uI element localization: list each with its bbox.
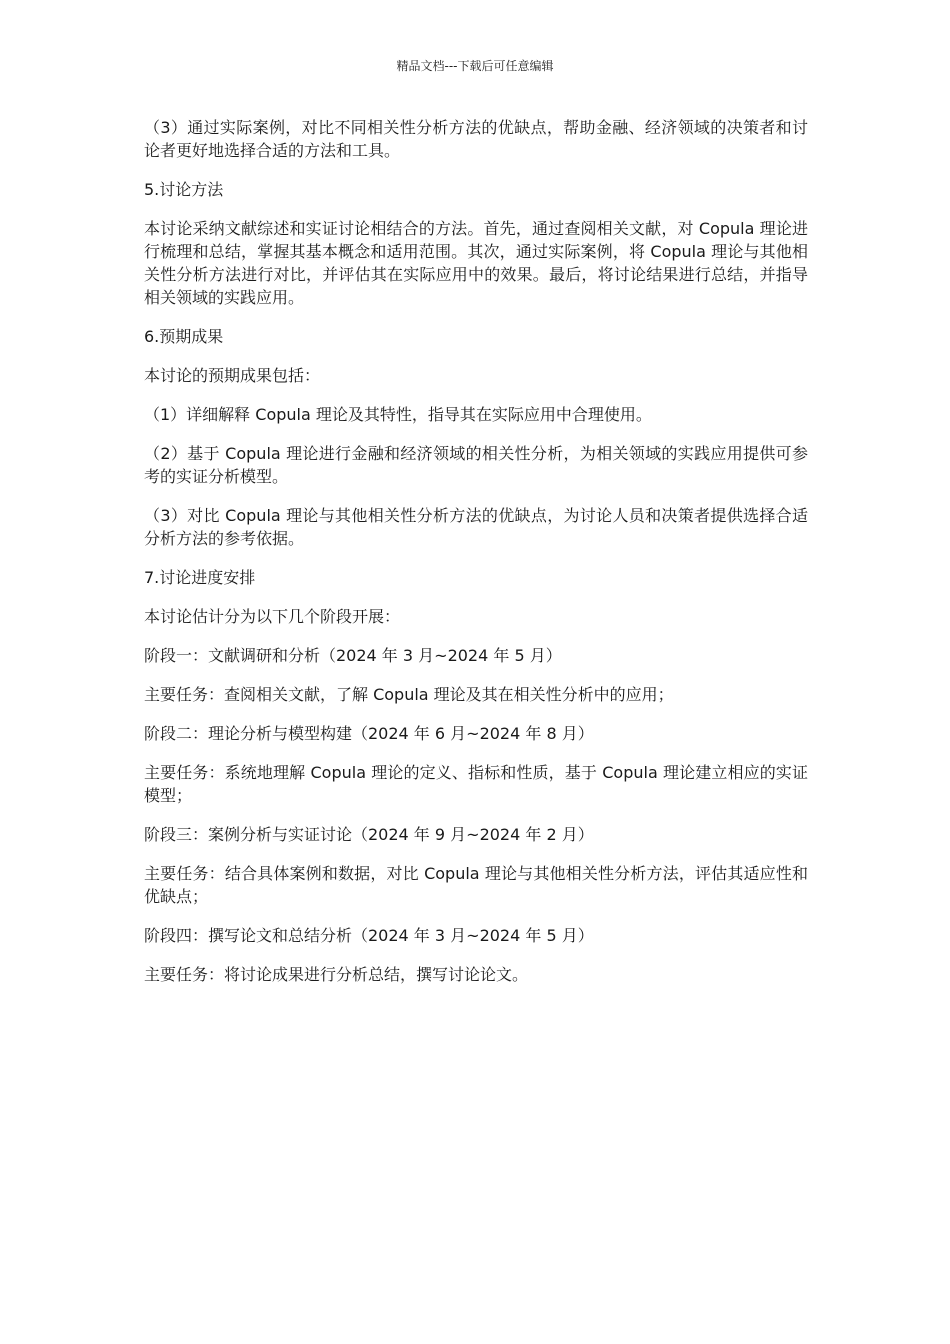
page-header: 精品文档---下载后可任意编辑 [396, 59, 554, 73]
stage-3-task: 主要任务：结合具体案例和数据，对比 Copula 理论与其他相关性分析方法，评估其适应性和优缺点； [144, 864, 808, 906]
paragraph-result-1: （1）详细解释 Copula 理论及其特性，指导其在实际应用中合理使用。 [144, 405, 652, 424]
stage-2-title: 阶段二：理论分析与模型构建（2024 年 6 月~2024 年 8 月） [144, 724, 594, 743]
stage-1-task: 主要任务：查阅相关文献，了解 Copula 理论及其在相关性分析中的应用； [144, 685, 674, 704]
paragraph-results-intro: 本讨论的预期成果包括： [144, 366, 321, 385]
paragraph-schedule-intro: 本讨论估计分为以下几个阶段开展： [144, 607, 401, 626]
paragraph-methods: 本讨论采纳文献综述和实证讨论相结合的方法。首先，通过查阅相关文献，对 Copula 理论进行梳理和总结，掌握其基本概念和适用范围。其次，通过实际案例，将 Copula 理论与其他相关性分析方法进行对比，并评估其在实际应用中的效果。最后，将讨论结果进行总结，并指导相关领域的实践应用。 [144, 219, 808, 307]
section-heading-expected-results: 6.预期成果 [144, 327, 224, 346]
section-heading-schedule: 7.讨论进度安排 [144, 568, 256, 587]
stage-4-title: 阶段四：撰写论文和总结分析（2024 年 3 月~2024 年 5 月） [144, 926, 594, 945]
paragraph-objective-3: （3）通过实际案例，对比不同相关性分析方法的优缺点，帮助金融、经济领域的决策者和讨论者更好地选择合适的方法和工具。 [144, 118, 808, 160]
stage-1-title: 阶段一：文献调研和分析（2024 年 3 月~2024 年 5 月） [144, 646, 562, 665]
paragraph-result-2: （2）基于 Copula 理论进行金融和经济领域的相关性分析，为相关领域的实践应用提供可参考的实证分析模型。 [144, 444, 808, 486]
stage-3-title: 阶段三：案例分析与实证讨论（2024 年 9 月~2024 年 2 月） [144, 825, 594, 844]
stage-4-task: 主要任务：将讨论成果进行分析总结，撰写讨论论文。 [144, 965, 529, 984]
document-body [144, 116, 808, 1002]
stage-2-task: 主要任务：系统地理解 Copula 理论的定义、指标和性质，基于 Copula 理论建立相应的实证模型； [144, 763, 808, 805]
paragraph-result-3: （3）对比 Copula 理论与其他相关性分析方法的优缺点，为讨论人员和决策者提供选择合适分析方法的参考依据。 [144, 506, 808, 548]
section-heading-methods: 5.讨论方法 [144, 180, 224, 199]
